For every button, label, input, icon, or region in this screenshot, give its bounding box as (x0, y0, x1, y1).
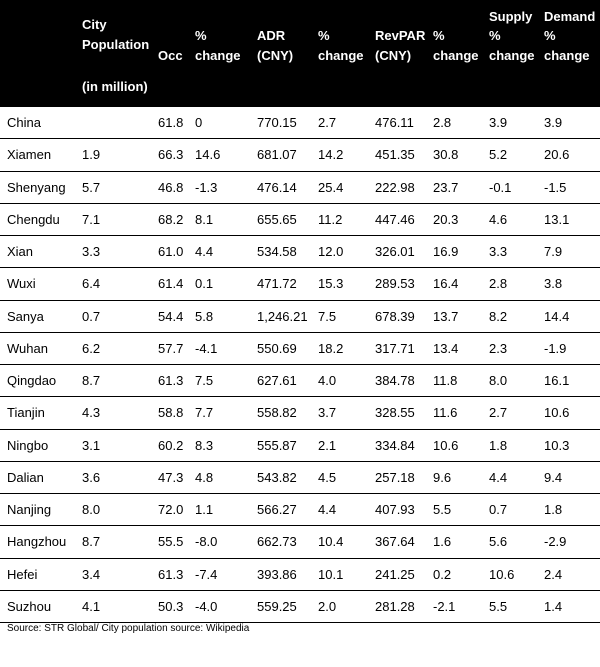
cell-occ: 57.7 (158, 341, 184, 356)
cell-occ-change: 4.4 (195, 244, 214, 259)
cell-occ: 66.3 (158, 147, 184, 162)
table-row (0, 525, 600, 557)
cell-city: Dalian (7, 470, 44, 485)
cell-demand-change: 2.4 (544, 567, 563, 582)
cell-occ: 60.2 (158, 438, 184, 453)
cell-revpar-change: 0.2 (433, 567, 452, 582)
cell-city: Hefei (7, 567, 38, 582)
cell-revpar: 289.53 (375, 276, 415, 291)
cell-revpar: 281.28 (375, 599, 415, 614)
table-row (0, 396, 600, 428)
cell-population: 8.7 (82, 373, 101, 388)
header-population-line2: Population (82, 37, 150, 52)
cell-revpar-change: 16.9 (433, 244, 459, 259)
cell-city: Qingdao (7, 373, 57, 388)
cell-revpar-change: 13.4 (433, 341, 459, 356)
header-revpar-change: % change (433, 28, 479, 63)
table-row (0, 493, 600, 525)
cell-occ: 50.3 (158, 599, 184, 614)
cell-adr-change: 7.5 (318, 309, 337, 324)
cell-supply-change: 5.2 (489, 147, 508, 162)
cell-revpar-change: 5.5 (433, 502, 452, 517)
cell-adr-change: 10.4 (318, 534, 344, 549)
cell-revpar: 407.93 (375, 502, 415, 517)
cell-demand-change: -1.9 (544, 341, 567, 356)
table-row (0, 364, 600, 396)
cell-occ-change: 7.5 (195, 373, 214, 388)
cell-adr-change: 11.2 (318, 212, 343, 227)
cell-adr: 1,246.21 (257, 309, 308, 324)
table-row (0, 235, 600, 267)
cell-occ: 61.4 (158, 276, 184, 291)
cell-adr-change: 18.2 (318, 341, 344, 356)
cell-adr: 534.58 (257, 244, 297, 259)
cell-revpar: 334.84 (375, 438, 415, 453)
cell-revpar-change: 16.4 (433, 276, 459, 291)
cell-population: 1.9 (82, 147, 101, 162)
cell-supply-change: 2.8 (489, 276, 508, 291)
header-demand-change: Demand % change (544, 9, 596, 63)
cell-adr: 550.69 (257, 341, 297, 356)
cell-adr: 566.27 (257, 502, 297, 517)
cell-occ-change: -1.3 (195, 180, 218, 195)
cell-occ-change: -8.0 (195, 534, 218, 549)
header-adr-change: % change (318, 28, 364, 63)
table-row (0, 558, 600, 590)
cell-supply-change: 10.6 (489, 567, 515, 582)
cell-population: 0.7 (82, 309, 101, 324)
cell-revpar: 367.64 (375, 534, 415, 549)
cell-adr-change: 3.7 (318, 405, 337, 420)
cell-occ: 61.3 (158, 373, 184, 388)
cell-occ-change: 1.1 (195, 502, 214, 517)
cell-supply-change: 3.9 (489, 115, 508, 130)
cell-city: Hangzhou (7, 534, 67, 549)
cell-revpar: 678.39 (375, 309, 415, 324)
cell-revpar-change: 2.8 (433, 115, 452, 130)
cell-supply-change: -0.1 (489, 180, 512, 195)
cell-demand-change: 10.3 (544, 438, 570, 453)
cell-city: China (7, 115, 41, 130)
cell-population: 4.3 (82, 405, 101, 420)
cell-revpar-change: 9.6 (433, 470, 452, 485)
cell-occ-change: -7.4 (195, 567, 218, 582)
cell-population: 8.0 (82, 502, 101, 517)
cell-city: Chengdu (7, 212, 60, 227)
header-supply-change: Supply % change (489, 9, 535, 63)
cell-revpar: 384.78 (375, 373, 415, 388)
cell-occ: 58.8 (158, 405, 184, 420)
cell-city: Tianjin (7, 405, 45, 420)
cell-adr: 681.07 (257, 147, 297, 162)
cell-supply-change: 1.8 (489, 438, 508, 453)
cell-adr-change: 2.0 (318, 599, 337, 614)
cell-occ-change: 14.6 (195, 147, 221, 162)
cell-population (78, 107, 154, 138)
cell-adr-change: 25.4 (318, 180, 344, 195)
header-adr: ADR (CNY) (257, 28, 294, 63)
cell-population: 5.7 (82, 180, 101, 195)
cell-occ-change: 4.8 (195, 470, 214, 485)
cell-revpar-change: -2.1 (433, 599, 456, 614)
cell-occ: 61.0 (158, 244, 184, 259)
cell-city: Wuxi (7, 276, 36, 291)
cell-occ-change: 0.1 (195, 276, 214, 291)
cell-supply-change: 0.7 (489, 502, 508, 517)
cell-demand-change: 10.6 (544, 405, 570, 420)
cell-adr-change: 14.2 (318, 147, 344, 162)
cell-demand-change: 20.6 (544, 147, 570, 162)
cell-city: Wuhan (7, 341, 48, 356)
table-row (0, 203, 600, 235)
cell-city: Sanya (7, 309, 44, 324)
cell-adr: 559.25 (257, 599, 297, 614)
cell-adr: 555.87 (257, 438, 297, 453)
cell-supply-change: 8.0 (489, 373, 508, 388)
cell-demand-change: 1.4 (544, 599, 563, 614)
header-occ: Occ (158, 48, 183, 63)
source-note: Source: STR Global/ City population source: Wikipedia (7, 623, 250, 634)
cell-demand-change: 14.4 (544, 309, 570, 324)
header-population (78, 0, 154, 106)
cell-occ: 46.8 (158, 180, 184, 195)
header-population-line1: City (82, 17, 107, 32)
cell-occ: 47.3 (158, 470, 184, 485)
cell-population: 3.6 (82, 470, 101, 485)
cell-supply-change: 3.3 (489, 244, 508, 259)
cell-occ-change: 7.7 (195, 405, 214, 420)
cell-revpar: 476.11 (375, 115, 414, 130)
cell-occ-change: 0 (195, 115, 203, 130)
cell-supply-change: 5.6 (489, 534, 508, 549)
cell-occ: 61.8 (158, 115, 184, 130)
cell-occ-change: 8.3 (195, 438, 214, 453)
cell-supply-change: 4.4 (489, 470, 508, 485)
cell-adr-change: 2.7 (318, 115, 337, 130)
cell-population: 7.1 (82, 212, 101, 227)
cell-demand-change: 3.8 (544, 276, 563, 291)
cell-occ: 68.2 (158, 212, 184, 227)
cell-revpar: 451.35 (375, 147, 415, 162)
cell-demand-change: 3.9 (544, 115, 563, 130)
cell-adr: 627.61 (257, 373, 297, 388)
table-row (0, 138, 600, 170)
cell-demand-change: 7.9 (544, 244, 563, 259)
cell-occ: 54.4 (158, 309, 184, 324)
cell-revpar: 241.25 (375, 567, 415, 582)
cell-occ-change: 5.8 (195, 309, 214, 324)
cell-occ-change: 8.1 (195, 212, 214, 227)
cell-population: 4.1 (82, 599, 101, 614)
cell-demand-change: 16.1 (544, 373, 570, 388)
cell-supply-change: 2.7 (489, 405, 508, 420)
cell-city: Xiamen (7, 147, 52, 162)
cell-supply-change: 2.3 (489, 341, 508, 356)
table-row (0, 590, 600, 622)
cell-demand-change: 13.1 (544, 212, 570, 227)
table-row (0, 461, 600, 493)
header-revpar: RevPAR (CNY) (375, 28, 426, 63)
cell-adr: 662.73 (257, 534, 297, 549)
cell-supply-change: 4.6 (489, 212, 508, 227)
cell-revpar: 447.46 (375, 212, 415, 227)
cell-revpar-change: 13.7 (433, 309, 459, 324)
cell-occ-change: -4.1 (195, 341, 218, 356)
cell-demand-change: -1.5 (544, 180, 567, 195)
cell-occ: 55.5 (158, 534, 184, 549)
table-row (0, 332, 600, 364)
cell-city: Suzhou (7, 599, 52, 614)
cell-adr-change: 10.1 (318, 567, 344, 582)
cell-revpar-change: 20.3 (433, 212, 459, 227)
cell-adr-change: 4.0 (318, 373, 337, 388)
cell-adr-change: 2.1 (318, 438, 337, 453)
cell-demand-change: 1.8 (544, 502, 563, 517)
cell-adr: 558.82 (257, 405, 297, 420)
cell-city: Xian (7, 244, 34, 259)
table-header (0, 0, 600, 106)
cell-adr: 476.14 (257, 180, 297, 195)
table-row (0, 429, 600, 461)
header-population-line3: (in million) (82, 79, 148, 94)
header-city (0, 0, 78, 106)
cell-revpar: 222.98 (375, 180, 415, 195)
cell-adr: 471.72 (257, 276, 297, 291)
cell-population: 3.3 (82, 244, 101, 259)
cell-adr-change: 15.3 (318, 276, 344, 291)
table-row (0, 106, 600, 138)
cell-adr-change: 4.5 (318, 470, 337, 485)
cell-revpar: 328.55 (375, 405, 415, 420)
cell-city: Nanjing (7, 502, 52, 517)
cell-occ: 61.3 (158, 567, 184, 582)
cell-demand-change: 9.4 (544, 470, 563, 485)
cell-revpar-change: 30.8 (433, 147, 459, 162)
cell-revpar-change: 11.8 (433, 373, 458, 388)
cell-adr: 393.86 (257, 567, 297, 582)
cell-adr: 543.82 (257, 470, 297, 485)
table-row (0, 267, 600, 299)
cell-supply-change: 8.2 (489, 309, 508, 324)
cell-occ-change: -4.0 (195, 599, 218, 614)
cell-population: 8.7 (82, 534, 101, 549)
cell-revpar-change: 11.6 (433, 405, 458, 420)
cell-adr: 655.65 (257, 212, 297, 227)
cell-supply-change: 5.5 (489, 599, 508, 614)
cell-adr-change: 4.4 (318, 502, 337, 517)
cell-occ: 72.0 (158, 502, 184, 517)
cell-revpar: 317.71 (375, 341, 415, 356)
cell-population: 3.4 (82, 567, 101, 582)
cell-adr-change: 12.0 (318, 244, 344, 259)
cell-adr: 770.15 (257, 115, 297, 130)
cell-revpar: 326.01 (375, 244, 415, 259)
cell-revpar-change: 1.6 (433, 534, 452, 549)
header-occ-change: % change (195, 28, 241, 63)
table-row (0, 300, 600, 332)
cell-population: 6.4 (82, 276, 101, 291)
cell-population: 6.2 (82, 341, 101, 356)
table-row (0, 171, 600, 203)
cell-city: Ningbo (7, 438, 49, 453)
cell-revpar-change: 23.7 (433, 180, 459, 195)
cell-city: Shenyang (7, 180, 66, 195)
cell-demand-change: -2.9 (544, 534, 567, 549)
cell-revpar: 257.18 (375, 470, 415, 485)
cell-revpar-change: 10.6 (433, 438, 459, 453)
cell-population: 3.1 (82, 438, 101, 453)
